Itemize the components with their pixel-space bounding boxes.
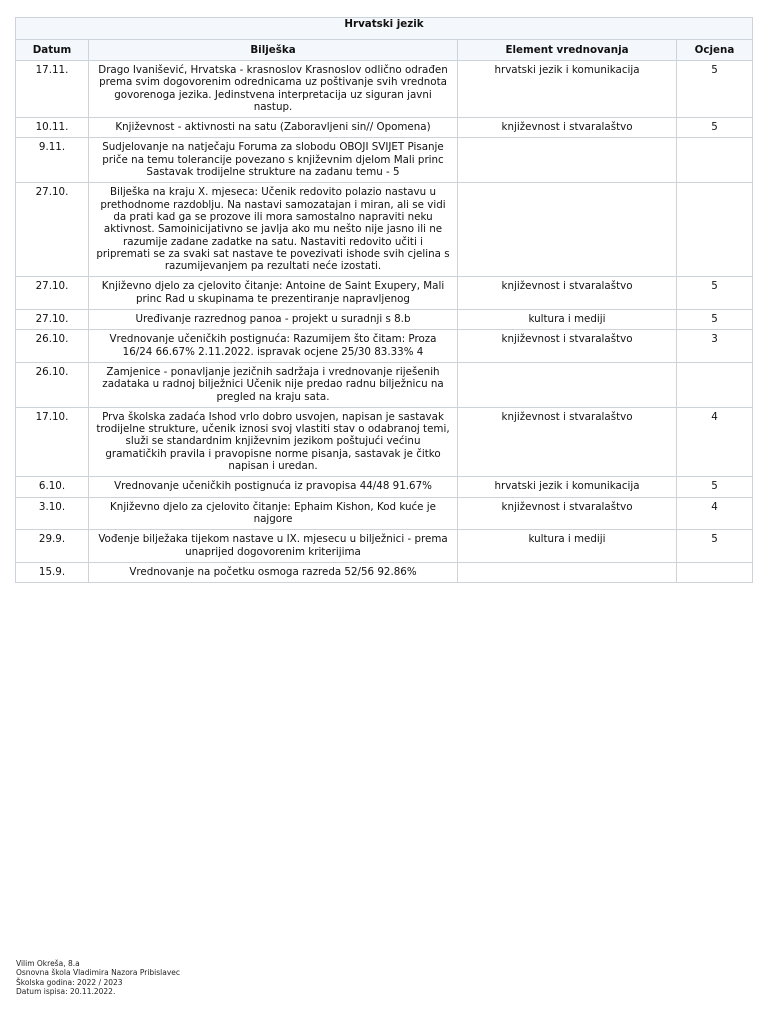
row-date: 9.11.: [16, 138, 89, 183]
footer-school-year: Školska godina: 2022 / 2023: [16, 977, 123, 987]
column-header-grade: Ocjena: [677, 40, 753, 61]
row-element: [458, 138, 677, 183]
footer: [16, 959, 180, 996]
row-note: Vrednovanje učeničkih postignuća: Razumijem što čitam: Proza 16/24 66.67% 2.11.2022. ispravak ocjene 25/30 83.33% 4: [89, 330, 458, 363]
row-date: 26.10.: [16, 362, 89, 407]
row-date: 6.10.: [16, 477, 89, 497]
row-grade: 5: [677, 310, 753, 330]
table-row: [16, 183, 753, 277]
row-note: Vrednovanje učeničkih postignuća iz pravopisa 44/48 91.67%: [89, 477, 458, 497]
row-note: Uređivanje razrednog panoa - projekt u suradnji s 8.b: [89, 310, 458, 330]
row-grade: 3: [677, 330, 753, 363]
table-row: [16, 362, 753, 407]
row-date: 17.11.: [16, 61, 89, 118]
row-element: hrvatski jezik i komunikacija: [458, 477, 677, 497]
column-header-note: Bilješka: [89, 40, 458, 61]
row-grade: 5: [677, 277, 753, 310]
table-body: [16, 61, 753, 583]
table-row: [16, 477, 753, 497]
row-note: Drago Ivanišević, Hrvatska - krasnoslov Krasnoslov odlično odrađen prema svim dogovorenim odrednicama uz poštivanje svih vrednota govorenoga jezika. Jedinstvena interpretacija uz siguran javni nastup.: [89, 61, 458, 118]
row-grade: [677, 138, 753, 183]
row-note: Prva školska zadaća Ishod vrlo dobro usvojen, napisan je sastavak trodijelne strukture, učenik iznosi svoj vlastiti stav o odabranoj temi, služi se standardnim književnim jezikom poštujući većinu gramatičkih pravila i pravopisne norme pisanja, sastavak je čitko napisan i uredan.: [89, 407, 458, 476]
row-note: Književno djelo za cjelovito čitanje: Ephaim Kishon, Kod kuće je najgore: [89, 497, 458, 530]
row-grade: 4: [677, 497, 753, 530]
table-row: [16, 497, 753, 530]
row-element: [458, 183, 677, 277]
table-title: Hrvatski jezik: [16, 18, 753, 40]
row-date: 27.10.: [16, 183, 89, 277]
row-note: Vođenje bilježaka tijekom nastave u IX. mjesecu u bilježnici - prema unaprijed dogovorenim kriterijima: [89, 530, 458, 563]
row-date: 29.9.: [16, 530, 89, 563]
row-date: 26.10.: [16, 330, 89, 363]
table-row: [16, 138, 753, 183]
row-element: [458, 362, 677, 407]
row-note: Književno djelo za cjelovito čitanje: Antoine de Saint Exupery, Mali princ Rad u skupinama te prezentiranje napravljenog: [89, 277, 458, 310]
row-date: 27.10.: [16, 277, 89, 310]
row-element: književnost i stvaralaštvo: [458, 497, 677, 530]
row-element: književnost i stvaralaštvo: [458, 118, 677, 138]
row-note: Književnost - aktivnosti na satu (Zaboravljeni sin// Opomena): [89, 118, 458, 138]
row-date: 3.10.: [16, 497, 89, 530]
row-date: 15.9.: [16, 562, 89, 582]
row-element: [458, 562, 677, 582]
row-element: kultura i mediji: [458, 530, 677, 563]
footer-student: Vilim Okreša, 8.a: [16, 959, 80, 968]
column-header-element: Element vrednovanja: [458, 40, 677, 61]
table-row: [16, 562, 753, 582]
table-row: [16, 407, 753, 476]
table-row: [16, 330, 753, 363]
row-date: 17.10.: [16, 407, 89, 476]
row-grade: [677, 183, 753, 277]
row-note: Bilješka na kraju X. mjeseca: Učenik redovito polazio nastavu u prethodnome razdoblju. Na nastavi samozatajan i miran, ali se vidi da prati kad ga se prozove ili mora samostalno napraviti neku aktivnost. Samoinicijativno se javlja ako mu nešto nije jasno ili ne razumije zadane zadatke na satu. Nastaviti redovito učiti i pripremati se za svaki sat nastave te povezivati ishode svih cjelina s razumijevanjem pa rezultati neće izostati.: [89, 183, 458, 277]
table-row: [16, 277, 753, 310]
row-grade: [677, 562, 753, 582]
footer-print-date: Datum ispisa: 20.11.2022.: [16, 986, 116, 996]
row-note: Vrednovanje na početku osmoga razreda 52/56 92.86%: [89, 562, 458, 582]
row-note: Zamjenice - ponavljanje jezičnih sadržaja i vrednovanje riješenih zadataka u radnoj bilježnici Učenik nije predao radnu bilježnicu na pregled na kraju sata.: [89, 362, 458, 407]
row-date: 27.10.: [16, 310, 89, 330]
table-row: [16, 310, 753, 330]
row-grade: 4: [677, 407, 753, 476]
row-note: Sudjelovanje na natječaju Foruma za slobodu OBOJI SVIJET Pisanje priče na temu tolerancije povezano s književnim djelom Mali princ Sastavak trodijelne strukture na zadanu temu - 5: [89, 138, 458, 183]
row-element: književnost i stvaralaštvo: [458, 407, 677, 476]
row-grade: 5: [677, 118, 753, 138]
table-row: [16, 118, 753, 138]
row-grade: 5: [677, 61, 753, 118]
table-row: [16, 61, 753, 118]
row-element: književnost i stvaralaštvo: [458, 277, 677, 310]
row-element: hrvatski jezik i komunikacija: [458, 61, 677, 118]
footer-school: Osnovna škola Vladimira Nazora Pribislavec: [16, 968, 181, 978]
table-row: [16, 530, 753, 563]
column-header-date: Datum: [16, 40, 89, 61]
row-date: 10.11.: [16, 118, 89, 138]
row-element: književnost i stvaralaštvo: [458, 330, 677, 363]
row-grade: 5: [677, 477, 753, 497]
row-grade: [677, 362, 753, 407]
row-element: kultura i mediji: [458, 310, 677, 330]
row-grade: 5: [677, 530, 753, 563]
grades-table: [15, 17, 753, 583]
